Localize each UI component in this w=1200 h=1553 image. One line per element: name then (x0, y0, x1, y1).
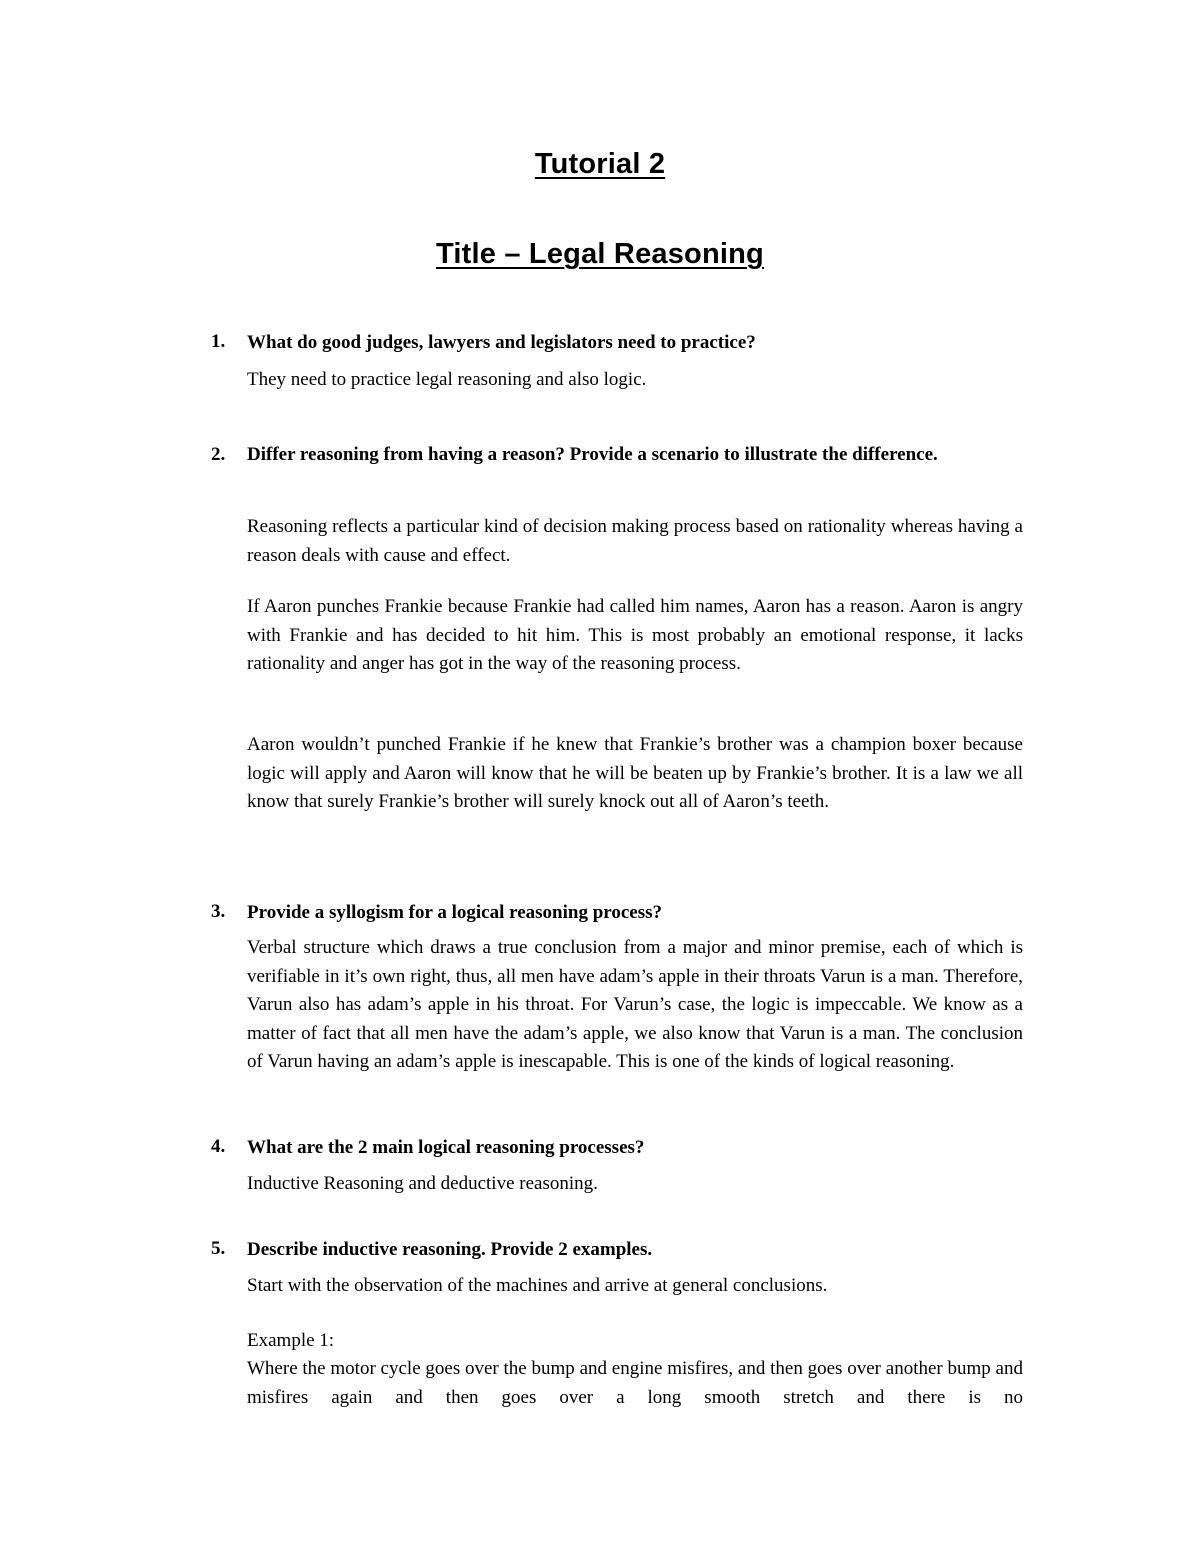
question-number: 5. (211, 1238, 226, 1259)
answer-paragraph: If Aaron punches Frankie because Frankie had called him names, Aaron has a reason. Aaron is angry with Frankie and has decided to hit him. This is most probably an emotional response, it lacks rationality and anger has got in the way of the reasoning process. (247, 596, 1023, 674)
answer-paragraph: Aaron wouldn’t punched Frankie if he knew that Frankie’s brother was a champion boxer because logic will apply and Aaron will know that he will be beaten up by Frankie’s brother. It is a law we all know that surely Frankie’s brother will surely knock out all of Aaron’s teeth. (247, 734, 1023, 812)
question-number: 1. (211, 331, 226, 352)
answer-paragraph: Verbal structure which draws a true conclusion from a major and minor premise, each of which is verifiable in it’s own right, thus, all men have adam’s apple in their throats Varun is a man. Therefore, Varun also has adam’s apple in his throat. For Varun’s case, the logic is impeccable. We know as a matter of fact that all men have the adam’s apple, we also know that Varun is a man. The conclusion of Varun having an adam’s apple is inescapable. This is one of the kinds of logical reasoning. (247, 937, 1023, 1072)
answer-paragraph: Where the motor cycle goes over the bump and engine misfires, and then goes over another bump and misfires again and then goes over a long smooth stretch and there is no (247, 1358, 1023, 1408)
question-number: 2. (211, 444, 226, 465)
question-text: What are the 2 main logical reasoning processes? (247, 1137, 645, 1158)
answer-paragraph: Reasoning reflects a particular kind of decision making process based on rationality whereas having a reason deals with cause and effect. (247, 516, 1023, 566)
question-number: 4. (211, 1136, 226, 1157)
answer-paragraph: They need to practice legal reasoning and also logic. (247, 369, 647, 390)
question-text: Provide a syllogism for a logical reasoning process? (247, 902, 663, 923)
question-text: Differ reasoning from having a reason? Provide a scenario to illustrate the difference. (247, 444, 938, 465)
question-number: 3. (211, 901, 226, 922)
document-title: Tutorial 2 (534, 148, 666, 180)
question-text: Describe inductive reasoning. Provide 2 examples. (247, 1239, 653, 1260)
question-text: What do good judges, lawyers and legislators need to practice? (247, 332, 756, 353)
answer-paragraph: Inductive Reasoning and deductive reasoning. (247, 1173, 598, 1194)
answer-paragraph: Start with the observation of the machines and arrive at general conclusions. (247, 1275, 828, 1296)
document-subtitle: Title – Legal Reasoning (436, 238, 764, 270)
example-label: Example 1: (247, 1330, 335, 1351)
